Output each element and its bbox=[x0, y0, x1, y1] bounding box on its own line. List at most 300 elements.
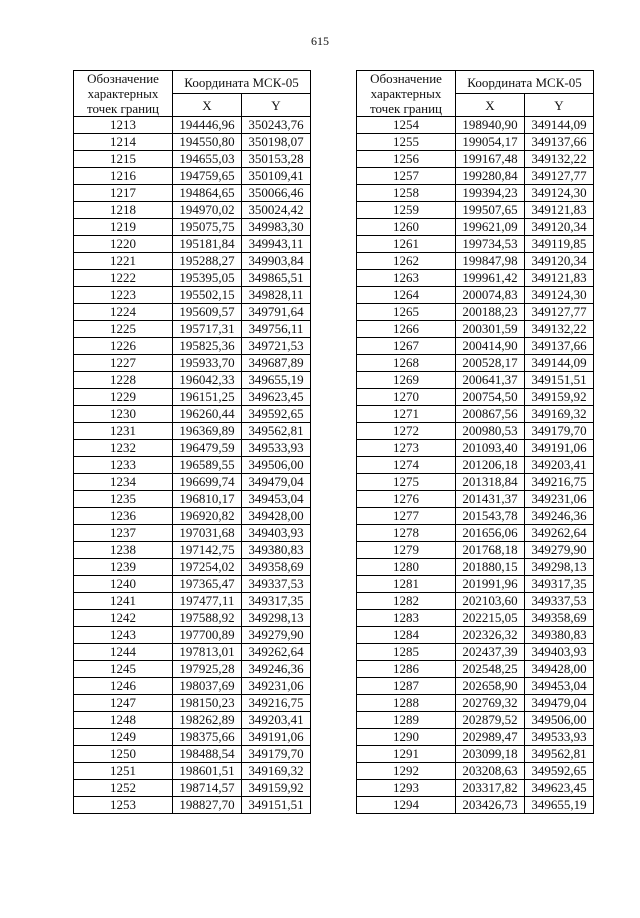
point-number-cell: 1294 bbox=[357, 797, 456, 814]
table-row bbox=[357, 372, 594, 389]
x-coord-cell: 195181,84 bbox=[173, 236, 242, 253]
x-coord-cell: 202103,60 bbox=[456, 593, 525, 610]
y-coord-cell: 349179,70 bbox=[242, 746, 311, 763]
y-coord-cell: 349506,00 bbox=[525, 712, 594, 729]
table-row bbox=[357, 661, 594, 678]
x-coord-cell: 200074,83 bbox=[456, 287, 525, 304]
y-coord-cell: 349120,34 bbox=[525, 219, 594, 236]
point-number-cell: 1281 bbox=[357, 576, 456, 593]
coordinates-table-left bbox=[73, 70, 311, 814]
x-coord-cell: 195395,05 bbox=[173, 270, 242, 287]
table-row bbox=[357, 287, 594, 304]
x-coord-cell: 198150,23 bbox=[173, 695, 242, 712]
y-coord-cell: 349298,13 bbox=[525, 559, 594, 576]
table-row bbox=[74, 134, 311, 151]
table-row bbox=[74, 610, 311, 627]
table-row bbox=[74, 202, 311, 219]
y-coord-cell: 349317,35 bbox=[525, 576, 594, 593]
y-coord-cell: 349358,69 bbox=[525, 610, 594, 627]
table-row bbox=[74, 593, 311, 610]
x-coord-cell: 196810,17 bbox=[173, 491, 242, 508]
table-row bbox=[357, 780, 594, 797]
x-coord-cell: 196920,82 bbox=[173, 508, 242, 525]
y-coord-cell: 349479,04 bbox=[242, 474, 311, 491]
table-row bbox=[74, 270, 311, 287]
y-coord-cell: 349380,83 bbox=[242, 542, 311, 559]
point-number-cell: 1258 bbox=[357, 185, 456, 202]
table-row bbox=[74, 695, 311, 712]
y-coord-cell: 349119,85 bbox=[525, 236, 594, 253]
point-number-cell: 1242 bbox=[74, 610, 173, 627]
y-coord-cell: 349337,53 bbox=[242, 576, 311, 593]
x-coord-cell: 194446,96 bbox=[173, 117, 242, 134]
table-row bbox=[357, 729, 594, 746]
x-coord-cell: 198714,57 bbox=[173, 780, 242, 797]
y-coord-cell: 349865,51 bbox=[242, 270, 311, 287]
point-number-cell: 1235 bbox=[74, 491, 173, 508]
table-body-left bbox=[74, 117, 311, 814]
table-row bbox=[74, 491, 311, 508]
y-coord-cell: 349191,06 bbox=[525, 440, 594, 457]
table-row bbox=[74, 185, 311, 202]
x-coord-cell: 198940,90 bbox=[456, 117, 525, 134]
point-number-cell: 1282 bbox=[357, 593, 456, 610]
x-coord-cell: 199507,65 bbox=[456, 202, 525, 219]
point-number-cell: 1293 bbox=[357, 780, 456, 797]
point-number-cell: 1213 bbox=[74, 117, 173, 134]
x-coord-cell: 198488,54 bbox=[173, 746, 242, 763]
y-coord-cell: 349132,22 bbox=[525, 321, 594, 338]
y-coord-cell: 349216,75 bbox=[525, 474, 594, 491]
y-coord-cell: 349231,06 bbox=[242, 678, 311, 695]
y-coord-cell: 349159,92 bbox=[242, 780, 311, 797]
y-coord-cell: 349127,77 bbox=[525, 304, 594, 321]
x-coord-cell: 203099,18 bbox=[456, 746, 525, 763]
y-header: Y bbox=[525, 94, 594, 117]
table-row bbox=[74, 236, 311, 253]
point-label-header: Обозначение характерных точек границ bbox=[74, 71, 173, 117]
point-number-cell: 1244 bbox=[74, 644, 173, 661]
table-row bbox=[357, 457, 594, 474]
point-number-cell: 1277 bbox=[357, 508, 456, 525]
page-number: 615 bbox=[311, 34, 329, 48]
point-number-cell: 1250 bbox=[74, 746, 173, 763]
point-number-cell: 1233 bbox=[74, 457, 173, 474]
point-number-cell: 1259 bbox=[357, 202, 456, 219]
point-number-cell: 1226 bbox=[74, 338, 173, 355]
point-number-cell: 1222 bbox=[74, 270, 173, 287]
table-row bbox=[74, 151, 311, 168]
x-coord-cell: 194550,80 bbox=[173, 134, 242, 151]
table-row bbox=[357, 117, 594, 134]
y-coord-cell: 349756,11 bbox=[242, 321, 311, 338]
y-coord-cell: 350198,07 bbox=[242, 134, 311, 151]
x-coord-cell: 201656,06 bbox=[456, 525, 525, 542]
table-row bbox=[74, 661, 311, 678]
y-coord-cell: 349262,64 bbox=[242, 644, 311, 661]
x-coord-cell: 196699,74 bbox=[173, 474, 242, 491]
x-coord-cell: 202769,32 bbox=[456, 695, 525, 712]
y-coord-cell: 350243,76 bbox=[242, 117, 311, 134]
x-coord-cell: 194970,02 bbox=[173, 202, 242, 219]
table-row bbox=[357, 525, 594, 542]
x-coord-cell: 195717,31 bbox=[173, 321, 242, 338]
table-row bbox=[357, 576, 594, 593]
x-coord-cell: 199847,98 bbox=[456, 253, 525, 270]
point-number-cell: 1283 bbox=[357, 610, 456, 627]
table-row bbox=[357, 474, 594, 491]
table-row bbox=[74, 253, 311, 270]
table-row bbox=[357, 763, 594, 780]
y-coord-cell: 349562,81 bbox=[242, 423, 311, 440]
x-coord-cell: 196260,44 bbox=[173, 406, 242, 423]
y-coord-cell: 349246,36 bbox=[242, 661, 311, 678]
point-number-cell: 1227 bbox=[74, 355, 173, 372]
table-row bbox=[357, 440, 594, 457]
table-row bbox=[74, 406, 311, 423]
x-coord-cell: 196369,89 bbox=[173, 423, 242, 440]
y-coord-cell: 349453,04 bbox=[525, 678, 594, 695]
point-number-cell: 1232 bbox=[74, 440, 173, 457]
x-coord-cell: 199054,17 bbox=[456, 134, 525, 151]
point-number-cell: 1228 bbox=[74, 372, 173, 389]
point-number-cell: 1291 bbox=[357, 746, 456, 763]
table-body-right bbox=[357, 117, 594, 814]
x-coord-cell: 198262,89 bbox=[173, 712, 242, 729]
x-coord-cell: 197477,11 bbox=[173, 593, 242, 610]
x-coord-cell: 201318,84 bbox=[456, 474, 525, 491]
table-row bbox=[74, 559, 311, 576]
point-number-cell: 1219 bbox=[74, 219, 173, 236]
point-number-cell: 1260 bbox=[357, 219, 456, 236]
table-row bbox=[74, 525, 311, 542]
table-row bbox=[357, 185, 594, 202]
x-coord-cell: 201880,15 bbox=[456, 559, 525, 576]
x-coord-cell: 200754,50 bbox=[456, 389, 525, 406]
y-coord-cell: 349203,41 bbox=[242, 712, 311, 729]
y-coord-cell: 349121,83 bbox=[525, 202, 594, 219]
table-row bbox=[357, 746, 594, 763]
x-coord-cell: 196479,59 bbox=[173, 440, 242, 457]
table-row bbox=[357, 406, 594, 423]
point-number-cell: 1234 bbox=[74, 474, 173, 491]
table-row bbox=[357, 593, 594, 610]
y-coord-cell: 349159,92 bbox=[525, 389, 594, 406]
point-number-cell: 1287 bbox=[357, 678, 456, 695]
y-coord-cell: 349623,45 bbox=[525, 780, 594, 797]
x-coord-cell: 195288,27 bbox=[173, 253, 242, 270]
point-number-cell: 1269 bbox=[357, 372, 456, 389]
table-row bbox=[74, 372, 311, 389]
y-coord-cell: 349358,69 bbox=[242, 559, 311, 576]
y-coord-cell: 349337,53 bbox=[525, 593, 594, 610]
x-coord-cell: 200980,53 bbox=[456, 423, 525, 440]
table-row bbox=[74, 355, 311, 372]
y-coord-cell: 349428,00 bbox=[525, 661, 594, 678]
x-coord-cell: 197031,68 bbox=[173, 525, 242, 542]
point-number-cell: 1218 bbox=[74, 202, 173, 219]
x-coord-cell: 203208,63 bbox=[456, 763, 525, 780]
x-coord-cell: 201991,96 bbox=[456, 576, 525, 593]
y-coord-cell: 349127,77 bbox=[525, 168, 594, 185]
y-coord-cell: 349169,32 bbox=[525, 406, 594, 423]
y-coord-cell: 349279,90 bbox=[525, 542, 594, 559]
x-header: X bbox=[173, 94, 242, 117]
table-row bbox=[74, 576, 311, 593]
table-row bbox=[74, 780, 311, 797]
x-coord-cell: 202326,32 bbox=[456, 627, 525, 644]
y-coord-cell: 349562,81 bbox=[525, 746, 594, 763]
y-coord-cell: 349533,93 bbox=[525, 729, 594, 746]
table-row bbox=[357, 678, 594, 695]
x-coord-cell: 197254,02 bbox=[173, 559, 242, 576]
x-coord-cell: 202215,05 bbox=[456, 610, 525, 627]
x-coord-cell: 203317,82 bbox=[456, 780, 525, 797]
x-coord-cell: 200414,90 bbox=[456, 338, 525, 355]
y-coord-cell: 349144,09 bbox=[525, 117, 594, 134]
y-coord-cell: 349144,09 bbox=[525, 355, 594, 372]
point-number-cell: 1241 bbox=[74, 593, 173, 610]
table-row bbox=[74, 440, 311, 457]
x-coord-cell: 202548,25 bbox=[456, 661, 525, 678]
y-coord-cell: 350024,42 bbox=[242, 202, 311, 219]
y-coord-cell: 349592,65 bbox=[525, 763, 594, 780]
x-coord-cell: 199961,42 bbox=[456, 270, 525, 287]
point-number-cell: 1246 bbox=[74, 678, 173, 695]
point-number-cell: 1251 bbox=[74, 763, 173, 780]
x-coord-cell: 202437,39 bbox=[456, 644, 525, 661]
x-coord-cell: 200188,23 bbox=[456, 304, 525, 321]
y-coord-cell: 349655,19 bbox=[242, 372, 311, 389]
y-coord-cell: 349623,45 bbox=[242, 389, 311, 406]
y-coord-cell: 349120,34 bbox=[525, 253, 594, 270]
y-coord-cell: 349279,90 bbox=[242, 627, 311, 644]
point-number-cell: 1237 bbox=[74, 525, 173, 542]
x-coord-cell: 194864,65 bbox=[173, 185, 242, 202]
y-coord-cell: 350066,46 bbox=[242, 185, 311, 202]
y-coord-cell: 349943,11 bbox=[242, 236, 311, 253]
point-number-cell: 1225 bbox=[74, 321, 173, 338]
table-row bbox=[74, 746, 311, 763]
point-number-cell: 1265 bbox=[357, 304, 456, 321]
point-number-cell: 1268 bbox=[357, 355, 456, 372]
point-number-cell: 1288 bbox=[357, 695, 456, 712]
y-coord-cell: 349403,93 bbox=[242, 525, 311, 542]
x-coord-cell: 202989,47 bbox=[456, 729, 525, 746]
x-coord-cell: 201206,18 bbox=[456, 457, 525, 474]
y-coord-cell: 349262,64 bbox=[525, 525, 594, 542]
point-number-cell: 1261 bbox=[357, 236, 456, 253]
table-row bbox=[74, 763, 311, 780]
x-coord-cell: 198037,69 bbox=[173, 678, 242, 695]
point-number-cell: 1257 bbox=[357, 168, 456, 185]
x-coord-cell: 203426,73 bbox=[456, 797, 525, 814]
y-coord-cell: 349380,83 bbox=[525, 627, 594, 644]
point-number-cell: 1239 bbox=[74, 559, 173, 576]
y-coord-cell: 349655,19 bbox=[525, 797, 594, 814]
point-number-cell: 1262 bbox=[357, 253, 456, 270]
point-number-cell: 1279 bbox=[357, 542, 456, 559]
table-row bbox=[74, 168, 311, 185]
x-coord-cell: 201431,37 bbox=[456, 491, 525, 508]
x-coord-cell: 197588,92 bbox=[173, 610, 242, 627]
point-number-cell: 1231 bbox=[74, 423, 173, 440]
x-coord-cell: 196151,25 bbox=[173, 389, 242, 406]
y-header: Y bbox=[242, 94, 311, 117]
y-coord-cell: 349428,00 bbox=[242, 508, 311, 525]
coord-label-header: Координата МСК-05 bbox=[173, 71, 311, 94]
y-coord-cell: 349151,51 bbox=[242, 797, 311, 814]
y-coord-cell: 349231,06 bbox=[525, 491, 594, 508]
point-number-cell: 1249 bbox=[74, 729, 173, 746]
x-coord-cell: 197700,89 bbox=[173, 627, 242, 644]
x-header: X bbox=[456, 94, 525, 117]
y-coord-cell: 349137,66 bbox=[525, 134, 594, 151]
table-row bbox=[357, 321, 594, 338]
table-row bbox=[357, 610, 594, 627]
x-coord-cell: 202658,90 bbox=[456, 678, 525, 695]
table-row bbox=[74, 712, 311, 729]
point-number-cell: 1223 bbox=[74, 287, 173, 304]
y-coord-cell: 349179,70 bbox=[525, 423, 594, 440]
point-number-cell: 1286 bbox=[357, 661, 456, 678]
point-number-cell: 1247 bbox=[74, 695, 173, 712]
table-row bbox=[357, 253, 594, 270]
point-number-cell: 1253 bbox=[74, 797, 173, 814]
x-coord-cell: 194759,65 bbox=[173, 168, 242, 185]
x-coord-cell: 200301,59 bbox=[456, 321, 525, 338]
table-row bbox=[357, 355, 594, 372]
point-number-cell: 1292 bbox=[357, 763, 456, 780]
x-coord-cell: 198601,51 bbox=[173, 763, 242, 780]
table-row bbox=[74, 627, 311, 644]
point-number-cell: 1264 bbox=[357, 287, 456, 304]
point-number-cell: 1215 bbox=[74, 151, 173, 168]
y-coord-cell: 349132,22 bbox=[525, 151, 594, 168]
point-number-cell: 1270 bbox=[357, 389, 456, 406]
y-coord-cell: 349903,84 bbox=[242, 253, 311, 270]
y-coord-cell: 349124,30 bbox=[525, 185, 594, 202]
point-number-cell: 1273 bbox=[357, 440, 456, 457]
table-row bbox=[74, 304, 311, 321]
point-number-cell: 1275 bbox=[357, 474, 456, 491]
coord-label-header: Координата МСК-05 bbox=[456, 71, 594, 94]
x-coord-cell: 195502,15 bbox=[173, 287, 242, 304]
point-number-cell: 1217 bbox=[74, 185, 173, 202]
point-number-cell: 1229 bbox=[74, 389, 173, 406]
table-row bbox=[74, 321, 311, 338]
table-row bbox=[357, 304, 594, 321]
x-coord-cell: 196589,55 bbox=[173, 457, 242, 474]
table-row bbox=[74, 797, 311, 814]
point-number-cell: 1285 bbox=[357, 644, 456, 661]
point-number-cell: 1240 bbox=[74, 576, 173, 593]
point-number-cell: 1238 bbox=[74, 542, 173, 559]
table-row bbox=[357, 338, 594, 355]
point-number-cell: 1284 bbox=[357, 627, 456, 644]
x-coord-cell: 198375,66 bbox=[173, 729, 242, 746]
x-coord-cell: 202879,52 bbox=[456, 712, 525, 729]
y-coord-cell: 349479,04 bbox=[525, 695, 594, 712]
x-coord-cell: 201768,18 bbox=[456, 542, 525, 559]
y-coord-cell: 349121,83 bbox=[525, 270, 594, 287]
table-row bbox=[74, 389, 311, 406]
point-number-cell: 1230 bbox=[74, 406, 173, 423]
point-label-header: Обозначение характерных точек границ bbox=[357, 71, 456, 117]
table-row bbox=[357, 627, 594, 644]
point-number-cell: 1256 bbox=[357, 151, 456, 168]
y-coord-cell: 349151,51 bbox=[525, 372, 594, 389]
x-coord-cell: 200641,37 bbox=[456, 372, 525, 389]
point-number-cell: 1271 bbox=[357, 406, 456, 423]
x-coord-cell: 195075,75 bbox=[173, 219, 242, 236]
table-row bbox=[74, 508, 311, 525]
y-coord-cell: 349721,53 bbox=[242, 338, 311, 355]
coordinates-table-right bbox=[356, 70, 594, 814]
table-row bbox=[74, 678, 311, 695]
table-row bbox=[74, 287, 311, 304]
table-row bbox=[74, 117, 311, 134]
x-coord-cell: 200867,56 bbox=[456, 406, 525, 423]
point-number-cell: 1272 bbox=[357, 423, 456, 440]
y-coord-cell: 349137,66 bbox=[525, 338, 594, 355]
y-coord-cell: 349828,11 bbox=[242, 287, 311, 304]
table-row bbox=[357, 542, 594, 559]
table-row bbox=[74, 219, 311, 236]
y-coord-cell: 349983,30 bbox=[242, 219, 311, 236]
x-coord-cell: 197925,28 bbox=[173, 661, 242, 678]
table-row bbox=[74, 474, 311, 491]
x-coord-cell: 199621,09 bbox=[456, 219, 525, 236]
table-row bbox=[74, 729, 311, 746]
point-number-cell: 1263 bbox=[357, 270, 456, 287]
y-coord-cell: 349169,32 bbox=[242, 763, 311, 780]
y-coord-cell: 349191,06 bbox=[242, 729, 311, 746]
table-row bbox=[74, 338, 311, 355]
x-coord-cell: 197813,01 bbox=[173, 644, 242, 661]
point-number-cell: 1220 bbox=[74, 236, 173, 253]
table-row bbox=[74, 423, 311, 440]
y-coord-cell: 349403,93 bbox=[525, 644, 594, 661]
y-coord-cell: 349203,41 bbox=[525, 457, 594, 474]
point-number-cell: 1267 bbox=[357, 338, 456, 355]
x-coord-cell: 201093,40 bbox=[456, 440, 525, 457]
y-coord-cell: 349317,35 bbox=[242, 593, 311, 610]
point-number-cell: 1243 bbox=[74, 627, 173, 644]
table-row bbox=[357, 270, 594, 287]
point-number-cell: 1280 bbox=[357, 559, 456, 576]
point-number-cell: 1278 bbox=[357, 525, 456, 542]
point-number-cell: 1248 bbox=[74, 712, 173, 729]
table-row bbox=[357, 797, 594, 814]
y-coord-cell: 349124,30 bbox=[525, 287, 594, 304]
x-coord-cell: 196042,33 bbox=[173, 372, 242, 389]
x-coord-cell: 199280,84 bbox=[456, 168, 525, 185]
table-row bbox=[74, 644, 311, 661]
table-row bbox=[357, 134, 594, 151]
point-number-cell: 1221 bbox=[74, 253, 173, 270]
y-coord-cell: 349687,89 bbox=[242, 355, 311, 372]
y-coord-cell: 349592,65 bbox=[242, 406, 311, 423]
point-number-cell: 1216 bbox=[74, 168, 173, 185]
x-coord-cell: 195825,36 bbox=[173, 338, 242, 355]
point-number-cell: 1274 bbox=[357, 457, 456, 474]
table-row bbox=[357, 202, 594, 219]
point-number-cell: 1289 bbox=[357, 712, 456, 729]
x-coord-cell: 200528,17 bbox=[456, 355, 525, 372]
y-coord-cell: 349298,13 bbox=[242, 610, 311, 627]
table-row bbox=[357, 236, 594, 253]
